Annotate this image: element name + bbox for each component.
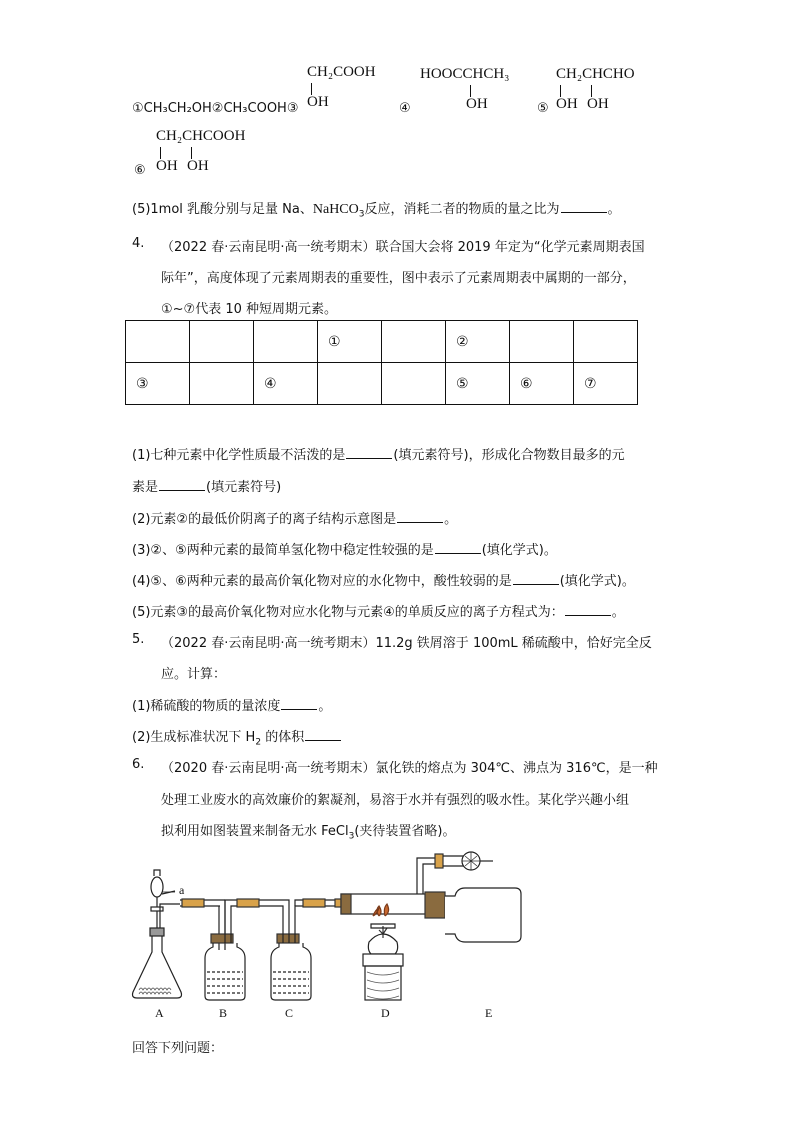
structure-5-number: ⑤ (537, 101, 549, 116)
question-4-line-2: 际年”，高度体现了元素周期表的重要性，图中表示了元素周期表中属期的一部分， (161, 271, 636, 286)
label-A: A (155, 1006, 164, 1020)
apparatus-b (205, 900, 275, 1000)
question-5-number: 5. (132, 632, 145, 647)
table-cell: ⑦ (574, 363, 638, 405)
table-cell: ③ (126, 363, 190, 405)
answer-blank[interactable] (397, 521, 443, 523)
question-5-part-1 (132, 695, 331, 714)
q3-5-end: 。 (607, 202, 621, 217)
question-6-line-2: 处理工业废水的高效廉价的絮凝剂，易溶于水并有强烈的吸水性。某化学兴趣小组 (161, 793, 630, 808)
structure-6-oh-1: OH (156, 158, 178, 174)
question-4-part-4 (132, 570, 635, 589)
structure-4-oh: OH (466, 96, 488, 112)
q5-1-text-a: (1)稀硫酸的物质的量浓度 (132, 699, 281, 714)
question-6-line-3 (161, 820, 455, 842)
apparatus-e (417, 852, 521, 942)
structure-5-main: CH₂CHCHO (556, 66, 635, 82)
apparatus-a (133, 870, 182, 998)
table-cell (574, 321, 638, 363)
q6-line-3-text-b: (夹待装置省略)。 (354, 824, 456, 839)
answer-blank[interactable] (435, 552, 481, 554)
table-cell (126, 321, 190, 363)
structure-4-number: ④ (399, 101, 411, 116)
structure-5-oh-2: OH (587, 96, 609, 112)
question-4-part-1-cont (132, 476, 281, 495)
answer-blank[interactable] (565, 614, 611, 616)
q3-5-text-a: (5)1mol 乳酸分别与足量 Na、 (132, 202, 313, 217)
structure-6-number: ⑥ (134, 163, 146, 178)
q4-4-text-b: (填化学式)。 (559, 574, 635, 589)
label-E: E (485, 1006, 493, 1020)
question-5-line-2: 应。计算： (161, 667, 227, 682)
apparatus-c (265, 900, 340, 1000)
structure-5-oh-1: OH (556, 96, 578, 112)
q4-2-text-a: (2)元素②的最低价阴离子的离子结构示意图是 (132, 512, 397, 527)
q3-5-nahco: NaHCO (312, 202, 359, 217)
question-4-part-2 (132, 508, 457, 527)
question-4-number: 4. (132, 236, 145, 251)
table-row (126, 321, 638, 363)
label-a: a (179, 883, 185, 897)
q4-3-text-b: (填化学式)。 (481, 543, 557, 558)
q4-1-text-b: (填元素符号)，形成化合物数目最多的元 (393, 448, 625, 463)
question-6-number: 6. (132, 757, 145, 772)
question-5-line-1: （2022 春·云南昆明·高一统考期末）11.2g 铁屑溶于 100mL 稀硫酸中，恰好完全反 (161, 636, 652, 651)
structure-3-main: CH₂COOH (307, 64, 376, 80)
structure-5 (556, 66, 666, 116)
q5-1-text-b: 。 (318, 699, 332, 714)
table-cell (190, 363, 254, 405)
q4-5-text-a: (5)元素③的最高价氧化物对应水化物与元素④的单质反应的离子方程式为： (132, 605, 564, 620)
structure-6 (156, 128, 276, 178)
structure-list-1-3: ①CH₃CH₂OH②CH₃COOH③ (132, 101, 299, 116)
structure-4 (420, 66, 530, 116)
q4-5-text-b: 。 (611, 605, 625, 620)
label-C: C (285, 1006, 294, 1020)
table-cell: ⑥ (510, 363, 574, 405)
q3-5-text-b: 反应，消耗二者的物质的量之比为 (364, 202, 560, 217)
q4-1-text-a: (1)七种元素中化学性质最不活泼的是 (132, 448, 346, 463)
q4-2-text-b: 。 (444, 512, 458, 527)
table-cell (254, 321, 318, 363)
q6-line-3-text-a: 拟利用如图装置来制备无水 FeCl (161, 824, 349, 839)
q5-2-text-a: (2)生成标准状况下 H (132, 730, 256, 745)
table-cell (510, 321, 574, 363)
table-cell (318, 363, 382, 405)
table-cell (190, 321, 254, 363)
q5-2-sub: 2 (255, 737, 262, 748)
table-cell: ⑤ (446, 363, 510, 405)
structure-3 (307, 64, 397, 114)
label-B: B (219, 1006, 228, 1020)
table-cell: ④ (254, 363, 318, 405)
structure-4-main: HOOCCHCH₃ (420, 66, 510, 82)
q5-2-text-b: 的体积 (261, 730, 305, 745)
answer-blank[interactable] (513, 583, 559, 585)
q4-1-text-c: 素是 (132, 480, 159, 495)
answer-prompt: 回答下列问题： (132, 1041, 224, 1056)
table-row (126, 363, 638, 405)
answer-blank[interactable] (281, 708, 317, 710)
question-4-part-5 (132, 601, 625, 620)
answer-blank[interactable] (159, 489, 205, 491)
question-5-part-2 (132, 726, 342, 748)
periodic-table-fragment (125, 320, 638, 405)
q4-4-text-a: (4)⑤、⑥两种元素的最高价氧化物对应的水化物中，酸性较弱的是 (132, 574, 512, 589)
apparatus-diagram (125, 842, 545, 1027)
structure-3-oh: OH (307, 94, 329, 110)
answer-blank[interactable] (346, 457, 392, 459)
table-cell: ② (446, 321, 510, 363)
question-4-line-1: （2022 春·云南昆明·高一统考期末）联合国大会将 2019 年定为“化学元素周期表国 (161, 240, 645, 255)
apparatus-d (330, 894, 439, 1000)
question-4-part-3 (132, 539, 557, 558)
q4-1-text-d: (填元素符号) (206, 480, 282, 495)
question-4-line-3: ①~⑦代表 10 种短周期元素。 (161, 302, 338, 317)
structure-6-oh-2: OH (187, 158, 209, 174)
q3-5-sub: 3 (358, 209, 365, 220)
table-cell (382, 363, 446, 405)
answer-blank[interactable] (561, 211, 607, 213)
question-3-part-5 (132, 198, 621, 220)
answer-blank[interactable] (305, 739, 341, 741)
structure-6-main: CH₂CHCOOH (156, 128, 246, 144)
question-6-line-1: （2020 春·云南昆明·高一统考期末）氯化铁的熔点为 304℃、沸点为 316℃，是一种 (161, 761, 658, 776)
q4-3-text-a: (3)②、⑤两种元素的最简单氢化物中稳定性较强的是 (132, 543, 434, 558)
table-cell: ① (318, 321, 382, 363)
question-4-part-1 (132, 444, 625, 463)
q6-line-3-sub: 3 (348, 831, 355, 842)
label-D: D (381, 1006, 390, 1020)
table-cell (382, 321, 446, 363)
